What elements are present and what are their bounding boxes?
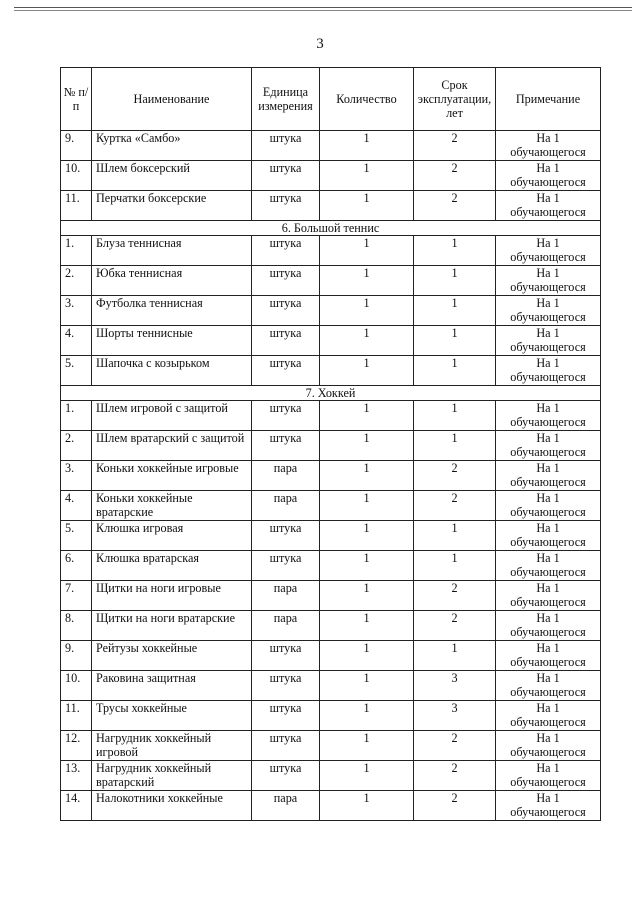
unit-of-measure: штука	[252, 671, 320, 701]
note: На 1 обучающегося	[496, 581, 601, 611]
row-number: 11.	[61, 191, 92, 221]
table-row	[61, 356, 601, 386]
item-name: Щитки на ноги вратарские	[92, 611, 252, 641]
service-term: 3	[414, 701, 496, 731]
item-name: Налокотники хоккейные	[92, 791, 252, 821]
note: На 1 обучающегося	[496, 236, 601, 266]
table-row	[61, 326, 601, 356]
item-name: Рейтузы хоккейные	[92, 641, 252, 671]
row-number: 11.	[61, 701, 92, 731]
quantity: 1	[320, 191, 414, 221]
table-row	[61, 266, 601, 296]
service-term: 2	[414, 161, 496, 191]
service-term: 2	[414, 731, 496, 761]
table-row	[61, 671, 601, 701]
header-row	[61, 68, 601, 131]
row-number: 10.	[61, 671, 92, 701]
row-number: 14.	[61, 791, 92, 821]
top-rule	[14, 7, 632, 8]
service-term: 2	[414, 491, 496, 521]
table-row	[61, 641, 601, 671]
section-row	[61, 386, 601, 401]
quantity: 1	[320, 521, 414, 551]
service-term: 1	[414, 641, 496, 671]
note: На 1 обучающегося	[496, 266, 601, 296]
quantity: 1	[320, 731, 414, 761]
quantity: 1	[320, 611, 414, 641]
table-row	[61, 191, 601, 221]
item-name: Клюшка вратарская	[92, 551, 252, 581]
table-row	[61, 491, 601, 521]
item-name: Коньки хоккейные вратарские	[92, 491, 252, 521]
note: На 1 обучающегося	[496, 641, 601, 671]
top-rule-secondary	[14, 10, 632, 11]
table-row	[61, 236, 601, 266]
item-name: Перчатки боксерские	[92, 191, 252, 221]
service-term: 1	[414, 266, 496, 296]
quantity: 1	[320, 761, 414, 791]
table-row	[61, 131, 601, 161]
quantity: 1	[320, 581, 414, 611]
header-num: № п/п	[61, 68, 92, 131]
table-row	[61, 551, 601, 581]
service-term: 1	[414, 296, 496, 326]
table-row	[61, 581, 601, 611]
quantity: 1	[320, 266, 414, 296]
unit-of-measure: штука	[252, 521, 320, 551]
note: На 1 обучающегося	[496, 401, 601, 431]
row-number: 2.	[61, 431, 92, 461]
row-number: 7.	[61, 581, 92, 611]
unit-of-measure: пара	[252, 791, 320, 821]
service-term: 1	[414, 356, 496, 386]
item-name: Клюшка игровая	[92, 521, 252, 551]
unit-of-measure: штука	[252, 551, 320, 581]
section-title: 7. Хоккей	[61, 386, 601, 401]
unit-of-measure: штука	[252, 401, 320, 431]
unit-of-measure: штука	[252, 431, 320, 461]
item-name: Шапочка с козырьком	[92, 356, 252, 386]
row-number: 9.	[61, 131, 92, 161]
service-term: 1	[414, 326, 496, 356]
table-body	[61, 131, 601, 821]
row-number: 1.	[61, 401, 92, 431]
row-number: 13.	[61, 761, 92, 791]
item-name: Юбка теннисная	[92, 266, 252, 296]
note: На 1 обучающегося	[496, 356, 601, 386]
table-row	[61, 611, 601, 641]
item-name: Нагрудник хоккейный вратарский	[92, 761, 252, 791]
note: На 1 обучающегося	[496, 791, 601, 821]
table-row	[61, 296, 601, 326]
item-name: Куртка «Самбо»	[92, 131, 252, 161]
unit-of-measure: пара	[252, 491, 320, 521]
note: На 1 обучающегося	[496, 761, 601, 791]
note: На 1 обучающегося	[496, 521, 601, 551]
service-term: 1	[414, 236, 496, 266]
note: На 1 обучающегося	[496, 701, 601, 731]
note: На 1 обучающегося	[496, 431, 601, 461]
quantity: 1	[320, 326, 414, 356]
note: На 1 обучающегося	[496, 491, 601, 521]
table-row	[61, 761, 601, 791]
item-name: Нагрудник хоккейный игровой	[92, 731, 252, 761]
unit-of-measure: штука	[252, 191, 320, 221]
note: На 1 обучающегося	[496, 296, 601, 326]
service-term: 2	[414, 761, 496, 791]
table-row	[61, 521, 601, 551]
quantity: 1	[320, 356, 414, 386]
item-name: Шорты теннисные	[92, 326, 252, 356]
unit-of-measure: пара	[252, 461, 320, 491]
service-term: 1	[414, 401, 496, 431]
row-number: 3.	[61, 461, 92, 491]
unit-of-measure: штука	[252, 761, 320, 791]
service-term: 2	[414, 791, 496, 821]
quantity: 1	[320, 236, 414, 266]
quantity: 1	[320, 401, 414, 431]
header-unit: Единица измерения	[252, 68, 320, 131]
quantity: 1	[320, 461, 414, 491]
service-term: 1	[414, 551, 496, 581]
note: На 1 обучающегося	[496, 461, 601, 491]
quantity: 1	[320, 296, 414, 326]
unit-of-measure: штука	[252, 356, 320, 386]
service-term: 3	[414, 671, 496, 701]
quantity: 1	[320, 491, 414, 521]
service-term: 2	[414, 581, 496, 611]
unit-of-measure: пара	[252, 581, 320, 611]
quantity: 1	[320, 701, 414, 731]
unit-of-measure: штука	[252, 236, 320, 266]
unit-of-measure: штука	[252, 731, 320, 761]
service-term: 2	[414, 191, 496, 221]
quantity: 1	[320, 161, 414, 191]
section-row	[61, 221, 601, 236]
quantity: 1	[320, 131, 414, 161]
item-name: Щитки на ноги игровые	[92, 581, 252, 611]
table-row	[61, 161, 601, 191]
unit-of-measure: пара	[252, 611, 320, 641]
quantity: 1	[320, 431, 414, 461]
quantity: 1	[320, 551, 414, 581]
quantity: 1	[320, 791, 414, 821]
service-term: 2	[414, 611, 496, 641]
quantity: 1	[320, 671, 414, 701]
row-number: 10.	[61, 161, 92, 191]
item-name: Шлем игровой с защитой	[92, 401, 252, 431]
service-term: 1	[414, 521, 496, 551]
row-number: 8.	[61, 611, 92, 641]
row-number: 1.	[61, 236, 92, 266]
row-number: 9.	[61, 641, 92, 671]
table-row	[61, 431, 601, 461]
equipment-table	[60, 67, 601, 821]
header-term: Срок эксплуатации, лет	[414, 68, 496, 131]
header-name: Наименование	[92, 68, 252, 131]
header-qty: Количество	[320, 68, 414, 131]
item-name: Шлем вратарский с защитой	[92, 431, 252, 461]
header-note: Примечание	[496, 68, 601, 131]
row-number: 12.	[61, 731, 92, 761]
page-number: 3	[316, 36, 324, 52]
row-number: 6.	[61, 551, 92, 581]
unit-of-measure: штука	[252, 161, 320, 191]
table-row	[61, 461, 601, 491]
row-number: 5.	[61, 521, 92, 551]
unit-of-measure: штука	[252, 296, 320, 326]
note: На 1 обучающегося	[496, 551, 601, 581]
unit-of-measure: штука	[252, 326, 320, 356]
item-name: Шлем боксерский	[92, 161, 252, 191]
note: На 1 обучающегося	[496, 191, 601, 221]
note: На 1 обучающегося	[496, 731, 601, 761]
service-term: 2	[414, 461, 496, 491]
unit-of-measure: штука	[252, 266, 320, 296]
note: На 1 обучающегося	[496, 671, 601, 701]
item-name: Трусы хоккейные	[92, 701, 252, 731]
table-row	[61, 701, 601, 731]
row-number: 4.	[61, 491, 92, 521]
item-name: Футболка теннисная	[92, 296, 252, 326]
section-title: 6. Большой теннис	[61, 221, 601, 236]
service-term: 1	[414, 431, 496, 461]
item-name: Блуза теннисная	[92, 236, 252, 266]
table-row	[61, 731, 601, 761]
note: На 1 обучающегося	[496, 611, 601, 641]
table-row	[61, 401, 601, 431]
item-name: Коньки хоккейные игровые	[92, 461, 252, 491]
unit-of-measure: штука	[252, 131, 320, 161]
note: На 1 обучающегося	[496, 326, 601, 356]
item-name: Раковина защитная	[92, 671, 252, 701]
row-number: 5.	[61, 356, 92, 386]
note: На 1 обучающегося	[496, 161, 601, 191]
unit-of-measure: штука	[252, 641, 320, 671]
unit-of-measure: штука	[252, 701, 320, 731]
row-number: 2.	[61, 266, 92, 296]
service-term: 2	[414, 131, 496, 161]
row-number: 4.	[61, 326, 92, 356]
row-number: 3.	[61, 296, 92, 326]
quantity: 1	[320, 641, 414, 671]
note: На 1 обучающегося	[496, 131, 601, 161]
table-row	[61, 791, 601, 821]
